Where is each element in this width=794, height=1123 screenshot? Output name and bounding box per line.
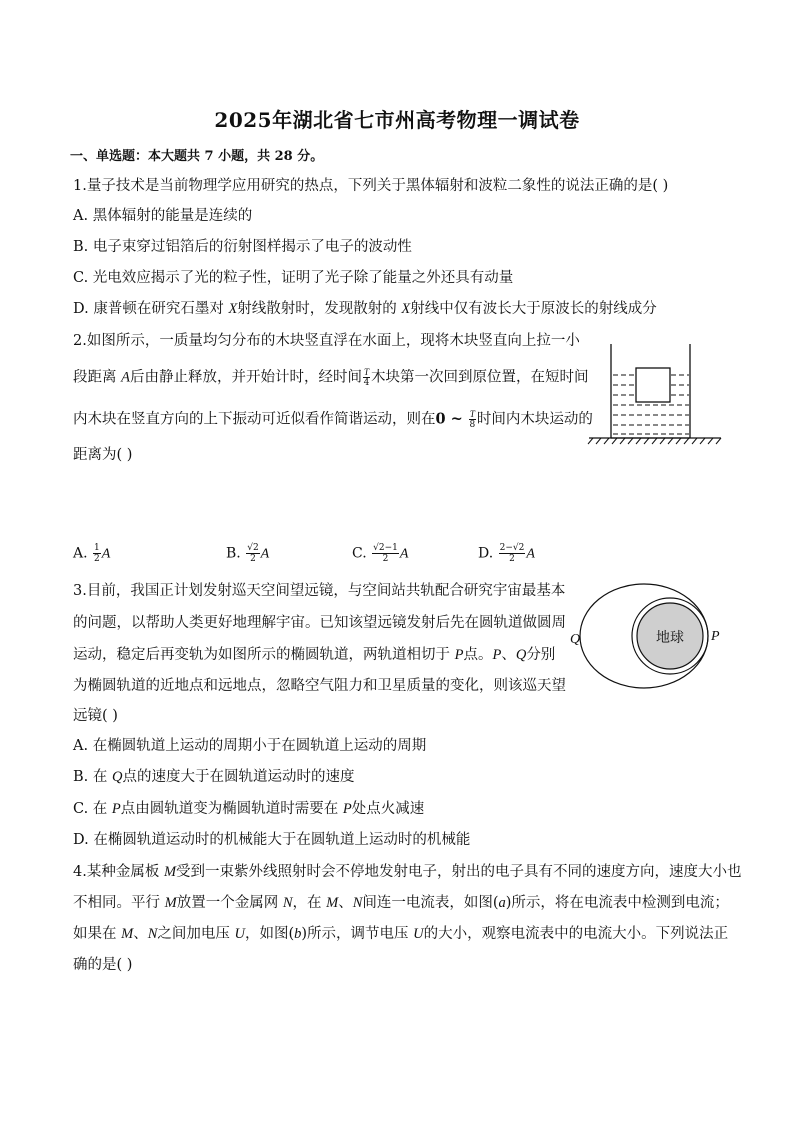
- q2-option-a: A. $\frac{1}{2}$ A: [73, 543, 111, 564]
- q3-option-a: A. 在椭圆轨道上运动的周期小于在圆轨道上运动的周期: [73, 738, 427, 754]
- q2-stem-line-3: 内木块在竖直方向的上下振动可近似看作简谐运动，则在0 ~ $\frac{T}{8}$ 时间内木块运动的: [73, 409, 593, 430]
- q3-option-b: B. 在 Q点的速度大于在圆轨道运动时的速度: [73, 769, 355, 785]
- q3-option-c: C. 在 P点由圆轨道变为椭圆轨道时需要在 P处点火减速: [73, 801, 425, 817]
- page-title: 2025年湖北省七市州高考物理一调试卷: [214, 108, 580, 132]
- ground-hatch: [588, 438, 721, 444]
- q1-option-d: D. 康普顿在研究石墨对 X射线散射时，发现散射的 X射线中仅有波长大于原波长的射线成分: [73, 301, 657, 317]
- fraction-t-over-8: $\frac{T}{8}$: [469, 409, 476, 430]
- q1-option-a: A. 黑体辐射的能量是连续的: [73, 208, 253, 224]
- q1-option-b: B. 电子束穿过铝箔后的衍射图样揭示了电子的波动性: [73, 239, 412, 255]
- q3-stem-line-2: 的问题，以帮助人类更好地理解宇宙。已知该望远镜发射后先在圆轨道做圆周: [73, 615, 566, 631]
- q2-stem-line-2: 段距离 A后由静止释放，并开始计时，经时间 $\frac{T}{4}$ 木块第一次回到原位置，在短时间: [73, 367, 589, 388]
- q4-stem-line-1: 4.某种金属板 M受到一束紫外线照射时会不停地发射电子，射出的电子具有不同的速度方向，速度大小也: [73, 864, 742, 880]
- q3-option-d: D. 在椭圆轨道运动时的机械能大于在圆轨道上运动时的机械能: [73, 832, 471, 848]
- q3-stem-line-4: 为椭圆轨道的近地点和远地点，忽略空气阻力和卫星质量的变化，则该巡天望: [73, 678, 566, 694]
- point-p-label: P: [711, 629, 720, 644]
- q2-option-c: C. $\frac{√2-1}{2}$ A: [352, 543, 409, 564]
- q4-stem-line-2: 不相同。平行 M放置一个金属网 N，在 M、N间连一电流表，如图(a)所示，将在电流表中检测到电流；: [73, 895, 729, 911]
- q3-stem-line-3: 运动，稳定后再变轨为如图所示的椭圆轨道，两轨道相切于 P点。P、Q分别: [73, 647, 556, 663]
- q4-stem-line-3: 如果在 M、N之间加电压 U，如图(b)所示，调节电压 U的大小，观察电流表中的电流大小。下列说法正: [73, 926, 729, 942]
- q3-stem-line-1: 3.目前，我国正计划发射巡天空间望远镜，与空间站共轨配合研究宇宙最基本: [73, 583, 566, 599]
- q2-option-b: B. $\frac{√2}{2}$ A: [226, 543, 270, 564]
- orbit-figure: [566, 578, 726, 702]
- q1-option-c: C. 光电效应揭示了光的粒子性，证明了光子除了能量之外还具有动量: [73, 270, 514, 286]
- q2-stem-line-4: 距离为( ): [73, 447, 133, 463]
- wood-block: [636, 368, 670, 402]
- fraction-t-over-4: $\frac{T}{4}$: [363, 367, 370, 388]
- point-q-label: Q: [570, 632, 581, 647]
- beaker-figure: [585, 340, 725, 450]
- q4-stem-line-4: 确的是( ): [73, 957, 133, 973]
- q3-stem-line-5: 远镜( ): [73, 708, 118, 724]
- q2-stem-line-1: 2.如图所示，一质量均匀分布的木块竖直浮在水面上，现将木块竖直向上拉一小: [73, 333, 580, 349]
- q1-stem: 1.量子技术是当前物理学应用研究的热点，下列关于黑体辐射和波粒二象性的说法正确的是( ): [73, 178, 669, 194]
- q2-option-d: D. $\frac{2-√2}{2}$ A: [478, 543, 535, 564]
- earth-label: 地球: [656, 630, 684, 646]
- section-heading: 一、单选题：本大题共 7 小题，共 28 分。: [70, 149, 324, 164]
